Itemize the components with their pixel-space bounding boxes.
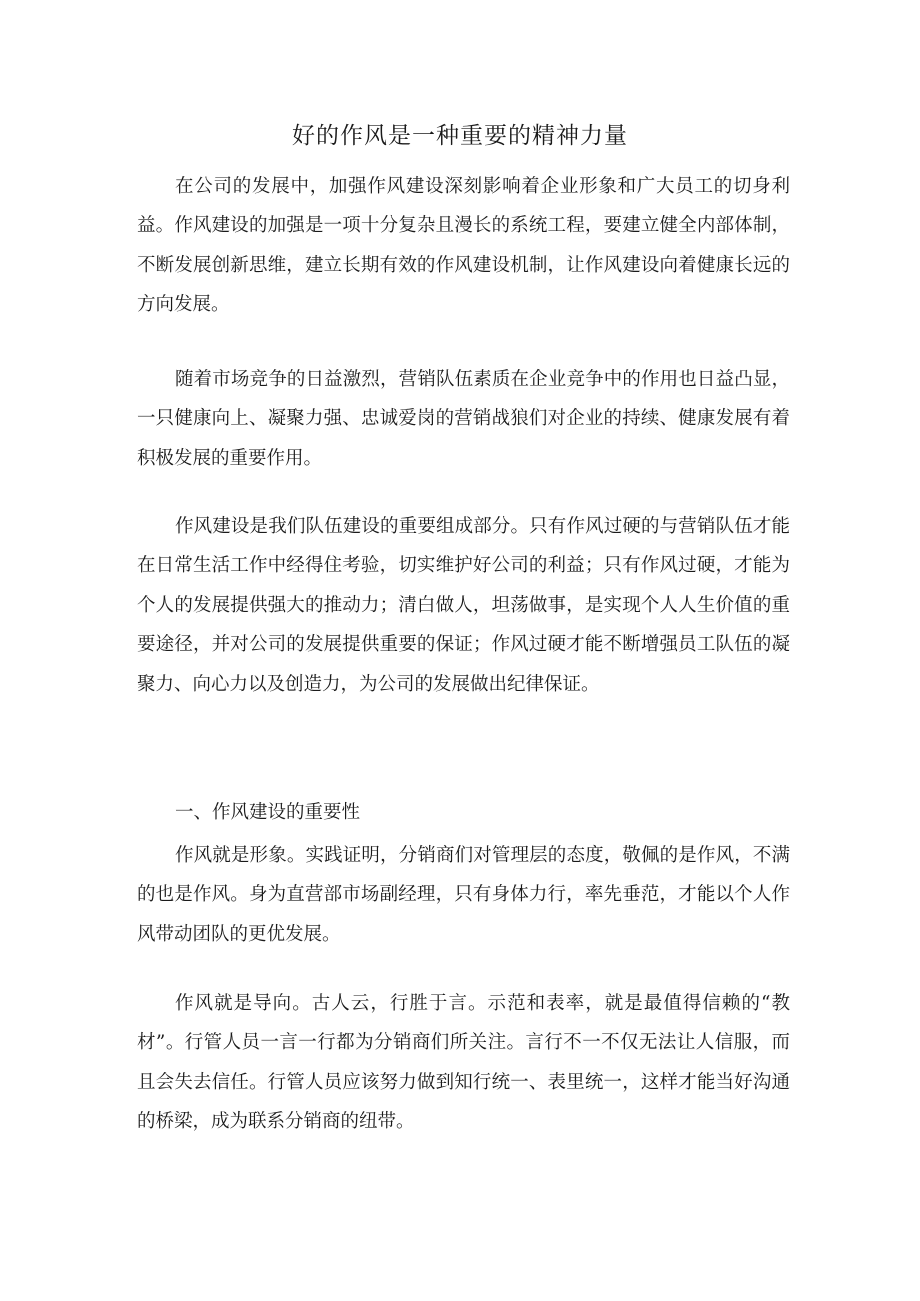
paragraph-market-competition: 随着市场竞争的日益激烈，营销队伍素质在企业竞争中的作用也日益凸显，一只健康向上、凝聚力强、忠诚爱岗的营销战狼们对企业的持续、健康发展有着积极发展的重要作用。	[137, 369, 790, 469]
paragraph-team-building: 作风建设是我们队伍建设的重要组成部分。只有作风过硬的与营销队伍才能在日常生活工作中经得住考验，切实维护好公司的利益；只有作风过硬，才能为个人的发展提供强大的推动力；清白做人，坦荡做事，是实现个人人生价值的重要途径，并对公司的发展提供重要的保证；作风过硬才能不断增强员工队伍的凝聚力、向心力以及创造力，为公司的发展做出纪律保证。	[137, 516, 790, 695]
document-title: 好的作风是一种重要的精神力量	[292, 123, 628, 149]
paragraph-style-is-guidance: 作风就是导向。古人云，行胜于言。示范和表率，就是最值得信赖的“教材”。行管人员一言一行都为分销商们所关注。言行不一不仅无法让人信服，而且会失去信任。行管人员应该努力做到知行统一、表里统一，这样才能当好沟通的桥梁，成为联系分销商的纽带。	[137, 993, 790, 1133]
paragraph-style-is-image: 作风就是形象。实践证明，分销商们对管理层的态度，敬佩的是作风，不满的也是作风。身为直营部市场副经理，只有身体力行，率先垂范，才能以个人作风带动团队的更优发展。	[137, 845, 790, 945]
section-heading-importance: 一、作风建设的重要性	[175, 802, 361, 823]
paragraph-intro: 在公司的发展中，加强作风建设深刻影响着企业形象和广大员工的切身利益。作风建设的加强是一项十分复杂且漫长的系统工程，要建立健全内部体制，不断发展创新思维，建立长期有效的作风建设机制，让作风建设向着健康长远的方向发展。	[137, 176, 790, 316]
